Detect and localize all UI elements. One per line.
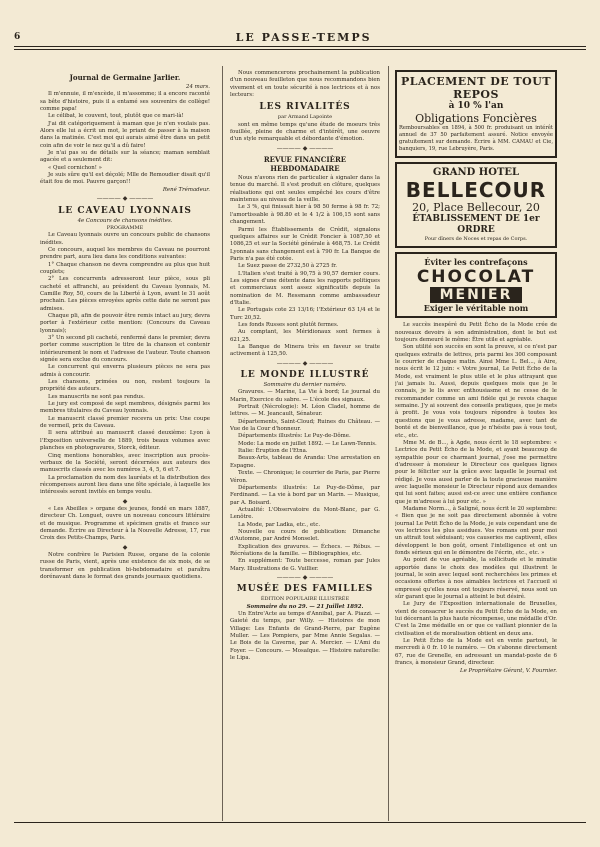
journal-para: Je suis sûre qu'il est déçolé; Mlle de Remoudier disait qu'il était fou de moi. Pauvre garçon!! <box>40 172 210 186</box>
monde-para: Actualité: L'Observatoire du Mont-Blanc, par G. Lenôtre. <box>230 506 380 521</box>
echo-para: Mme M. de B..., à Agde, nous écrit le 18 septembre: « Lectrice du Petit Écho de la Mode, et ayant beaucoup de sympathie pour ce charmant journal, j'ose me permettre d'adresser à monsieur le Directeur ces quelques lignes pour le féliciter sur la grâce avec laquelle le journal est rédigé. Je vous aussi parler de la toute gracieuse manière avec laquelle monsieur le Directeur répond aux demandes qui lui sont faites; aussi est-ce avec une entière confiance que je m'adresse à lui pour etc. » <box>395 439 557 505</box>
echo-para: Le succès inespéré du Petit Écho de la Mode crée de nouveaux devoirs à son administration, dont le but est toujours demeuré le même: Être utile et agréable. <box>395 322 557 344</box>
footer-rule <box>14 822 586 823</box>
caveau-para: Le concurrent qui enverra plusieurs pièces ne sera pas admis à concourir. <box>40 364 210 378</box>
revue-para: Nous n'avons rien de particulier à signaler dans la tenue du marché. Il s'est produit en clôture, quelques réalisations qui ont seules empêché les cours d'être maintenus au niveau de la veille. <box>230 175 380 204</box>
echo-para: Le Jury de l'Exposition internationale de Bruxelles, vient de consacrer le succès du Petit Écho de la Mode, en lui décernant la plus haute récompense, une médaille d'Or. C'est la 2me médaille en or que ce vaillant pionnier de la civilisation et de moralisation obtient en deux ans. <box>395 601 557 637</box>
ad-obligations-rate: à 10 % l'an <box>448 101 504 111</box>
caveau-para: Chaque pli, afin de pouvoir être remis intact au jury, devra porter à l'extérieur cette mention: (Concours du Caveau lyonnais); <box>40 312 210 334</box>
ad-obligations <box>395 70 557 158</box>
gerant-signature: Le Propriétaire Gérant, V. Fournier. <box>459 667 557 674</box>
ad-hotel-class: ÉTABLISSEMENT DE 1er ORDRE <box>412 214 540 235</box>
ad-obligations-title: Obligations Foncières <box>415 112 537 125</box>
journal-para: Le célibat, le couvent, tout, plutôt que ce mari-là! <box>48 113 184 120</box>
column-separator-2 <box>388 66 389 821</box>
caveau-para: Cinq mentions honorables, avec inscription aux procès-verbaux de la Société, seront décernées aux auteurs des manuscrits classés avec les numéros 3, 4, 5, 6 et 7. <box>40 452 210 474</box>
journal-signature: René Trémadeur. <box>162 186 210 193</box>
echo-para: Le Petit Écho de la Mode est en vente partout, le mercredi à 0 fr. 10 le numéro. — On s'abonne directement 67, rue de Grenelle, en adressant un mandat-poste de 6 francs, à monsieur Grand, directeur. <box>395 638 557 667</box>
monde-para: Nouvelle ou cours de publication: Dimanche d'Automne, par André Monselet. <box>230 528 380 543</box>
caveau-para: Ce concours, auquel les membres du Caveau ne pourront prendre part, aura lieu dans les conditions suivantes: <box>40 246 210 261</box>
ad-hotel-address: 20, Place Bellecour, 20 <box>412 201 540 214</box>
header-rule-thin <box>14 49 586 50</box>
divider-ornament: ◆ <box>122 497 128 505</box>
journal-para: « Quel cornichon! » <box>48 164 102 171</box>
column-middle <box>230 70 380 821</box>
ad-chocolat-menier <box>395 252 557 318</box>
caveau-para: La proclamation du nom des lauréats et la distribution des récompenses auront lieu dans une fête spéciale, à laquelle les intéressés seront invités en temps voulu. <box>40 474 210 496</box>
page-header <box>14 30 586 44</box>
ad-hotel-text: Pour dîners de Noces et repas de Corps. <box>424 236 528 242</box>
monde-para: Mode: La mode en juillet 1892. — Le Lawn-Tennis. <box>238 440 377 447</box>
musee-heading: MUSÉE DES FAMILLES <box>236 584 374 595</box>
monde-para: Texte. — Chronique; le courrier de Paris, par Pierre Véron. <box>230 470 380 484</box>
caveau-para: Il sera attribué au manuscrit classé deuxième: Lyon à l'Exposition universelle de 1889, trois beaux volumes avec planches en photogravures, Storck, éditeur. <box>40 430 210 452</box>
journal-para: Il m'ennuie, il m'excède, il m'assomme; il a encore raconté sa bête d'histoire, puis il a entamé ses souvenirs de collège! comme papa! <box>40 91 210 113</box>
ad-menier-warning: Éviter les contrefaçons <box>424 257 528 268</box>
journal-title: LE PASSE-TEMPS <box>235 30 372 44</box>
ad-menier-brand: MENIER <box>430 287 523 303</box>
rivalites-text: sont en même temps qu'une étude de moeurs très fouillée, pleine de charme et d'intérêt, une oeuvre d'un style remarquable et débordante d'émotion. <box>230 121 380 143</box>
caveau-heading: LE CAVEAU LYONNAIS <box>58 205 192 216</box>
monde-heading: LE MONDE ILLUSTRÉ <box>240 370 370 381</box>
revue-para: Parmi les Établissements de Crédit, signalons quelques affaires sur le Crédit Foncier à 1087,50 et 1086,25 et sur la Société générale à 468,75. Le Crédit Lyonnais sans changement est à 790 fr. La Banque de Paris n'a pas été cotée. <box>230 226 380 262</box>
programme-label: PROGRAMME <box>106 224 144 231</box>
musee-summary: Sommaire du no 29. — 21 Juillet 1892. <box>246 603 364 610</box>
caveau-para: Les manuscrits ne sont pas rendus. <box>48 393 145 400</box>
column-left <box>40 70 210 821</box>
monde-para: La Mode, par Ladka, etc., etc. <box>238 521 321 528</box>
monde-subtitle: Sommaire du dernier numéro. <box>263 382 347 389</box>
musee-subtitle: ÉDITION POPULAIRE ILLUSTRÉE <box>260 596 350 603</box>
journal-para: Je n'ai pas su de détails sur la séance; maman semblait agacée et a seulement dit: <box>40 150 210 164</box>
divider-ornament: ———— ◆ ———— <box>276 359 334 367</box>
page-number: 6 <box>14 32 22 42</box>
journal-date: 24 mars. <box>186 84 210 90</box>
journal-heading: Journal de Germaine Jarlier. <box>69 73 181 82</box>
monde-para: En supplément: Toute beccesse, roman par Jules Mary. Illustrations de G. Vuillier. <box>230 558 380 572</box>
revue-para: Le Portugais cote 23 13/16; l'Extérieur 63 1/4 et le Turc 20,52. <box>230 307 380 321</box>
monde-para: Explication des gravures. — Échecs. — Rébus. — Récréations de la famille. — Bibliographies, etc. <box>230 543 380 557</box>
revue-para: Le Suez passe de 2732,50 à 2725 fr. <box>238 263 337 270</box>
echo-para: Au point de vue agréable, la sollicitude et le minutie apportée dans le choix des modèles qui illustrent le journal, le soin avec lequel sont recherchées les primes et occasions offertes à nos aimables lectrices et l'accueil si empressé qu'elles nous ont toujours réservé, nous sont un sûr garant que le journal a atteint le but désiré. <box>395 557 557 601</box>
monde-para: Départements illustrés: Le Puy-de-Dôme. <box>238 433 351 440</box>
caveau-subtitle: 4e Concours de chansons inédites. <box>77 217 173 224</box>
ad-menier-tagline: Exiger le véritable nom <box>423 303 529 314</box>
journal-para: J'ai dit catégoriquement à maman que je n'en voulais pas. Alors elle lui a écrit un mot, le priant de passer à la maison dans la matinée. C'est moi qui aurais aimé être dans un petit coin afin de voir le nez qu'il a dû faire! <box>40 120 210 149</box>
revue-para: La Banque de Minera très en faveur se traite activement à 125,50. <box>230 344 380 358</box>
caveau-para: Le manuscrit classé premier recevra un prix: Une coupe de vermeil, prix du Caveau. <box>40 415 210 430</box>
echo-para: Madame Norm..., à Saligné, nous écrit le 20 septembre: « Bien que je ne soit pas directement abonnée à votre journal Le Petit Écho de la Mode, je suis cependant une de vos lectrices les plus assidues. Vos romans ont pour moi un attrait tout séduisant; vos causeries me captivent, elles développent le bon goût, ornent l'intelligence et ont un fonds sérieux qui en le démontre de l'écrin, etc., etc. » <box>395 505 557 556</box>
monde-para: Départements illustrés: Le Puy-de-Dôme, par Ferdinand. — La vie à bord par un Marin. — Musique, par A. Boisard. <box>230 484 380 506</box>
revue-heading: REVUE FINANCIÈRE HEBDOMADAIRE <box>263 155 347 174</box>
monde-para: Beaux-Arts, tableau de Aranda: Une arrestation en Espagne. <box>230 455 380 469</box>
musee-text: Un Entre'Acte au temps d'Annibal, par A. Piazzi. — Gaieté du temps, par Willy. — Histoires de mon Village: Les Enfants de Grand-Pierre, par Eugène Muller. — Les Pompiers, par Mme Annie Segalas. — Le Bois de la Caverne, par A. Mercier. — L'Ami du Foyer. — Concours. — Mosaïque. — Histoire naturelle: le Lipa. <box>230 611 380 662</box>
revue-para: Au comptant, les Méridionaux sont fermes à 621,25. <box>230 329 380 343</box>
column-separator-1 <box>222 66 223 821</box>
monde-para: Départements, Saint-Cloud; Ruines du Château. — Vue de la Cour d'honneur. <box>230 418 380 433</box>
echo-para: Son utilité son succès en sont la preuve, si ce n'est par quelques extraits de lettres, pris parmi les 300 composant le courrier de chaque matin. Ainsi Mme L. Bel..., à Aire, nous écrit le 12 juin: « Votre journal, Le Petit Écho de la Mode, est vraiment le plus utile et le plus attrayant que j'ai jamais lu. Aussi, depuis quelques mois que je le connais, je le lis avec enthousiasme et ne cesse de le recommander comme un ami fidèle qui je revois chaque semaine. J'y ai souvent des conseils pratiques, que je mets à profit. Je vous vois toujours répondre à toutes les questions que je vous adresse, madame, avec tant de bonté et de bienveillance, que je n'hésite pas à vous tout, etc., etc. <box>395 344 557 439</box>
ad-hotel-bellecour <box>395 162 557 248</box>
rivalites-author: par Armand Lapointe <box>277 114 333 121</box>
monde-para: Italie: Éruption de l'Etna. <box>238 448 308 455</box>
divider-ornament: ———— ◆ ———— <box>96 195 154 203</box>
divider-ornament: ◆ <box>122 543 128 551</box>
caveau-para: Le Caveau lyonnais ouvre un concours public de chansons inédites. <box>40 232 210 246</box>
caveau-para: Le jury est composé de sept membres, désignés parmi les membres titulaires du Caveau lyonnais. <box>40 401 210 415</box>
header-rule <box>14 46 586 47</box>
caveau-para: 2° Les concurrents adresseront leur pièce, sous pli cacheté et affranchi, au président du Caveau lyonnais, M. Camille Roy, 50, cours de la Liberté à Lyon, avant le 31 août prochain. Les pièces envoyées après cette date ne seront pas admises. <box>40 276 210 312</box>
feuilleton-intro: Nous commencerons prochainement la publication d'un nouveau feuilleton que nous recommandons bien vivement et en toute sécurité à nos lectrices et à nos lecteurs: <box>230 70 380 99</box>
ad-menier-chocolat: CHOCOLAT <box>416 267 536 288</box>
caveau-para: 1° Chaque chanson ne devra comprendre au plus que huit couplets; <box>40 261 210 275</box>
ad-obligations-headline: PLACEMENT DE TOUT REPOS <box>400 75 552 101</box>
divider-ornament: ———— ◆ ———— <box>276 144 334 152</box>
revue-para: Le 3 %, qui finissait hier à 98 50 ferme à 98 fr. 72; l'amortissable à 98.80 et le 4 1/2 à 106,15 sont sans changement. <box>230 204 380 226</box>
caveau-para: 3° Un second pli cacheté, renfermé dans le premier, devra porter comme suscription le titre de la chanson et contenir intérieurement le nom et l'adresse de l'auteur. Toute chanson signée sera exclue du concours. <box>40 335 210 364</box>
revue-para: Les fonds Russes sont plutôt fermes. <box>238 321 339 328</box>
ad-obligations-text: Remboursables en 1894, à 500 fr. produisant un intérêt annuel de 37 50 parfaitement assuré. Notice envoyée gratuitement sur demande. Écrire à MM. CAMAU et Cie, banquiers, 19, rue Lebruyère, Paris. <box>399 125 553 152</box>
revue-para: L'Italien s'est traité à 90,75 à 90,57 dernier cours. Les signes d'une détente dans les rapports politiques et commerciaux sont assez significatifs depuis la nomination de M. Ressmann comme ambassadeur d'Italie. <box>230 270 380 306</box>
parisien-notice: Notre confrère le Parisien Russe, organe de la colonie russe de Paris, vient, après une existence de six mois, de se transformer en publication bi-hebdomadaire et paraîtra dorénavant dans le format des grands journaux quotidiens. <box>40 551 210 580</box>
monde-para: Portrait (Nécrologie): M. Léon Cladel, homme de lettres. — M. Jeancault, Sénateur. <box>230 404 380 418</box>
monde-para: Gravures. — Marine, La Vie à bord; Le journal du Marin, Exercice du sabre. — L'école des signaux. <box>230 389 380 403</box>
ad-hotel-label: GRAND HOTEL <box>432 167 520 178</box>
divider-ornament: ———— ◆ ———— <box>276 573 334 581</box>
ad-hotel-name: BELLECOUR <box>405 178 547 202</box>
abeilles-notice: « Les Abeilles » organe des jeunes, fondé en mars 1887, directeur Ch. Longuet, ouvre un nouveau concours littéraire et de musique. Programme et spécimen gratis et franco sur demande. Écrire au Directeur à la Nouvelle Adresse, 17, rue Croix des Petits-Champs, Paris. <box>40 505 210 542</box>
rivalites-heading: LES RIVALITÉS <box>259 102 351 113</box>
caveau-para: Les chansons, primées ou non, restent toujours la propriété des auteurs. <box>40 379 210 393</box>
column-right <box>395 70 557 821</box>
